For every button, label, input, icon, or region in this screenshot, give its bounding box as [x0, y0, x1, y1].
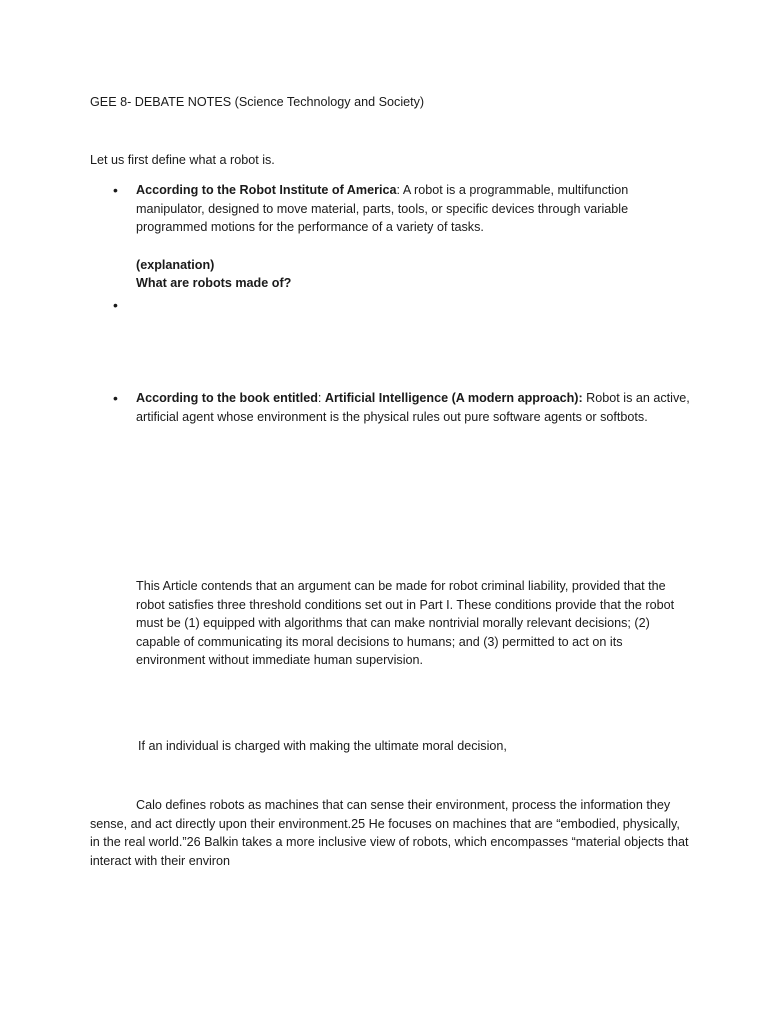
made-of-question: What are robots made of?	[136, 276, 292, 290]
bullet-marker: •	[113, 297, 118, 313]
intro-line: Let us first define what a robot is.	[90, 153, 275, 167]
colon-separator: :	[317, 391, 325, 405]
definition-text: Robot is an active, artificial agent whose environment is the physical rules out pure software agents or softbots.	[136, 391, 690, 424]
explanation-label: (explanation)	[136, 258, 215, 272]
definition-source-label: According to the Robot Institute of America	[136, 183, 397, 197]
bullet-marker: •	[113, 390, 118, 406]
book-title: Artificial Intelligence (A modern approach):	[324, 391, 583, 405]
definition-robot-institute	[136, 181, 692, 237]
document-title: GEE 8- DEBATE NOTES (Science Technology and Society)	[90, 95, 425, 109]
definition-text: : A robot is a programmable, multifunction manipulator, designed to move material, parts, tools, or specific devices through variable programmed motions for the performance of a variety of tasks.	[136, 183, 629, 235]
bullet-marker: •	[113, 182, 118, 198]
definition-ai-book	[136, 389, 692, 426]
criminal-liability-paragraph: This Article contends that an argument can be made for robot criminal liability, provided that the robot satisfies three threshold conditions set out in Part I. These conditions provide that the robot must be (1) equipped with algorithms that can make nontrivial morally relevant decisions; (2) capable of communicating its moral decisions to humans; and (3) permitted to act on its environment without immediate human supervision.	[136, 579, 675, 668]
calo-definition-paragraph: Calo defines robots as machines that can sense their environment, process the information they sense, and act directly upon their environment.25 He focuses on machines that are “embodied, physically, in the real world.”26 Balkin takes a more inclusive view of robots, which encompasses “material objects that interact with their environ	[90, 798, 689, 868]
moral-decision-paragraph: If an individual is charged with making the ultimate moral decision,	[138, 739, 507, 753]
definition-source-label: According to the book entitled	[136, 391, 318, 405]
